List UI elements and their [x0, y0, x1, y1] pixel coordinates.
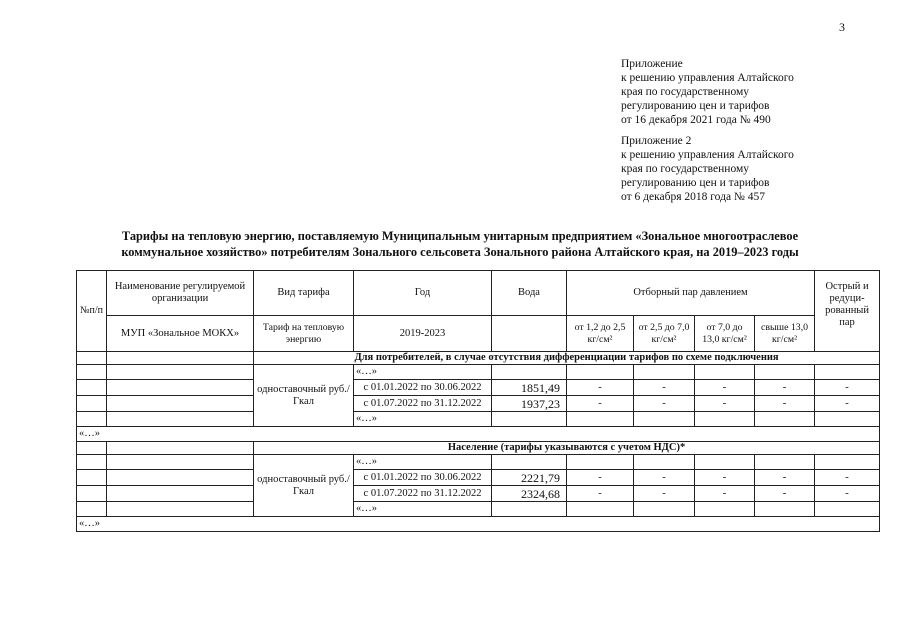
appendix-2-note [621, 134, 794, 204]
section-2-tariff-kind: одноставочный руб./Гкал [254, 455, 354, 517]
section-2-ellipsis-bottom: «…» [354, 502, 492, 517]
period: с 01.01.2022 по 30.06.2022 [354, 380, 492, 396]
dash-cell: - [755, 396, 815, 412]
period: с 01.01.2022 по 30.06.2022 [354, 470, 492, 486]
dash-cell: - [695, 380, 755, 396]
ellipsis-mid: «…» [77, 427, 880, 442]
dash-cell: - [567, 396, 634, 412]
dash-cell: - [695, 470, 755, 486]
dash-cell: - [695, 486, 755, 502]
pressure-header-2: от 2,5 до 7,0 кг/см² [634, 316, 695, 352]
section-2-title: Население (тарифы указываются с учетом НДС)* [254, 442, 880, 455]
tariff-table [76, 270, 880, 532]
dash-cell: - [567, 380, 634, 396]
document-title [100, 228, 820, 260]
period: с 01.07.2022 по 31.12.2022 [354, 486, 492, 502]
table-row [77, 316, 880, 352]
section-1-ellipsis-top: «…» [354, 365, 492, 380]
appendix-1-line: Приложение [621, 58, 683, 70]
table-row [77, 486, 880, 502]
dash-cell: - [634, 380, 695, 396]
section-2-ellipsis-top: «…» [354, 455, 492, 470]
section-title-row [77, 442, 880, 455]
title-line-1: Тарифы на тепловую энергию, поставляемую Муниципальным унитарным предприятием «Зональное многоотраслевое [121, 229, 799, 243]
header-num: №п/п [77, 271, 107, 352]
pressure-header-1: от 1,2 до 2,5 кг/см² [567, 316, 634, 352]
dash-cell: - [634, 486, 695, 502]
table-row [77, 502, 880, 517]
dash-cell: - [567, 486, 634, 502]
appendix-2-line: Приложение 2 [621, 135, 692, 147]
header-water: Вода [492, 271, 567, 316]
section-1-ellipsis-bottom: «…» [354, 412, 492, 427]
water-cell [492, 316, 567, 352]
dash-cell: - [567, 470, 634, 486]
tariff-value: 2324,68 [492, 486, 567, 502]
tariff-value: 2221,79 [492, 470, 567, 486]
header-steam: Отборный пар давлением [567, 271, 815, 316]
dash-cell: - [695, 396, 755, 412]
table-row [77, 396, 880, 412]
appendix-1-line: края по государственному [621, 86, 749, 98]
year-range: 2019-2023 [354, 316, 492, 352]
table-row [77, 427, 880, 442]
dash-cell: - [815, 486, 880, 502]
title-line-2: коммунальное хозяйство» потребителям Зонального сельсовета Зонального района Алтайского края, на 2019–2023 годы [121, 245, 799, 259]
dash-cell: - [815, 396, 880, 412]
period: с 01.07.2022 по 31.12.2022 [354, 396, 492, 412]
appendix-2-line: регулированию цен и тарифов [621, 177, 770, 189]
dash-cell: - [755, 486, 815, 502]
ellipsis-end: «…» [77, 517, 880, 532]
appendix-1-line: регулированию цен и тарифов [621, 100, 770, 112]
appendix-2-line: края по государственному [621, 163, 749, 175]
table-row [77, 470, 880, 486]
section-1-tariff-kind: одноставочный руб./Гкал [254, 365, 354, 427]
page-number: 3 [839, 20, 845, 34]
org-name: МУП «Зональное МОКХ» [107, 316, 254, 352]
appendix-2-line: от 6 декабря 2018 года № 457 [621, 191, 766, 203]
appendix-1-line: от 16 декабря 2021 года № 490 [621, 114, 771, 126]
section-1-title: Для потребителей, в случае отсутствия дифференциации тарифов по схеме подключения [254, 352, 880, 365]
pressure-header-4: свыше 13,0 кг/см² [755, 316, 815, 352]
dash-cell: - [755, 380, 815, 396]
appendix-1-line: к решению управления Алтайского [621, 72, 794, 84]
table-row [77, 517, 880, 532]
header-org: Наименование регулируемой организации [107, 271, 254, 316]
section-title-row [77, 352, 880, 365]
header-year: Год [354, 271, 492, 316]
dash-cell: - [634, 396, 695, 412]
header-sharp-steam: Острый и редуци-рованный пар [815, 271, 880, 352]
tariff-value: 1851,49 [492, 380, 567, 396]
appendix-1-note [621, 57, 794, 127]
table-row [77, 412, 880, 427]
dash-cell: - [815, 380, 880, 396]
appendix-2-line: к решению управления Алтайского [621, 149, 794, 161]
table-row [77, 365, 880, 380]
tariff-type: Тариф на тепловую энергию [254, 316, 354, 352]
dash-cell: - [634, 470, 695, 486]
dash-cell: - [815, 470, 880, 486]
pressure-header-3: от 7,0 до 13,0 кг/см² [695, 316, 755, 352]
table-header-row [77, 271, 880, 316]
tariff-value: 1937,23 [492, 396, 567, 412]
header-tariff-type: Вид тарифа [254, 271, 354, 316]
table-row [77, 455, 880, 470]
table-row [77, 380, 880, 396]
dash-cell: - [755, 470, 815, 486]
